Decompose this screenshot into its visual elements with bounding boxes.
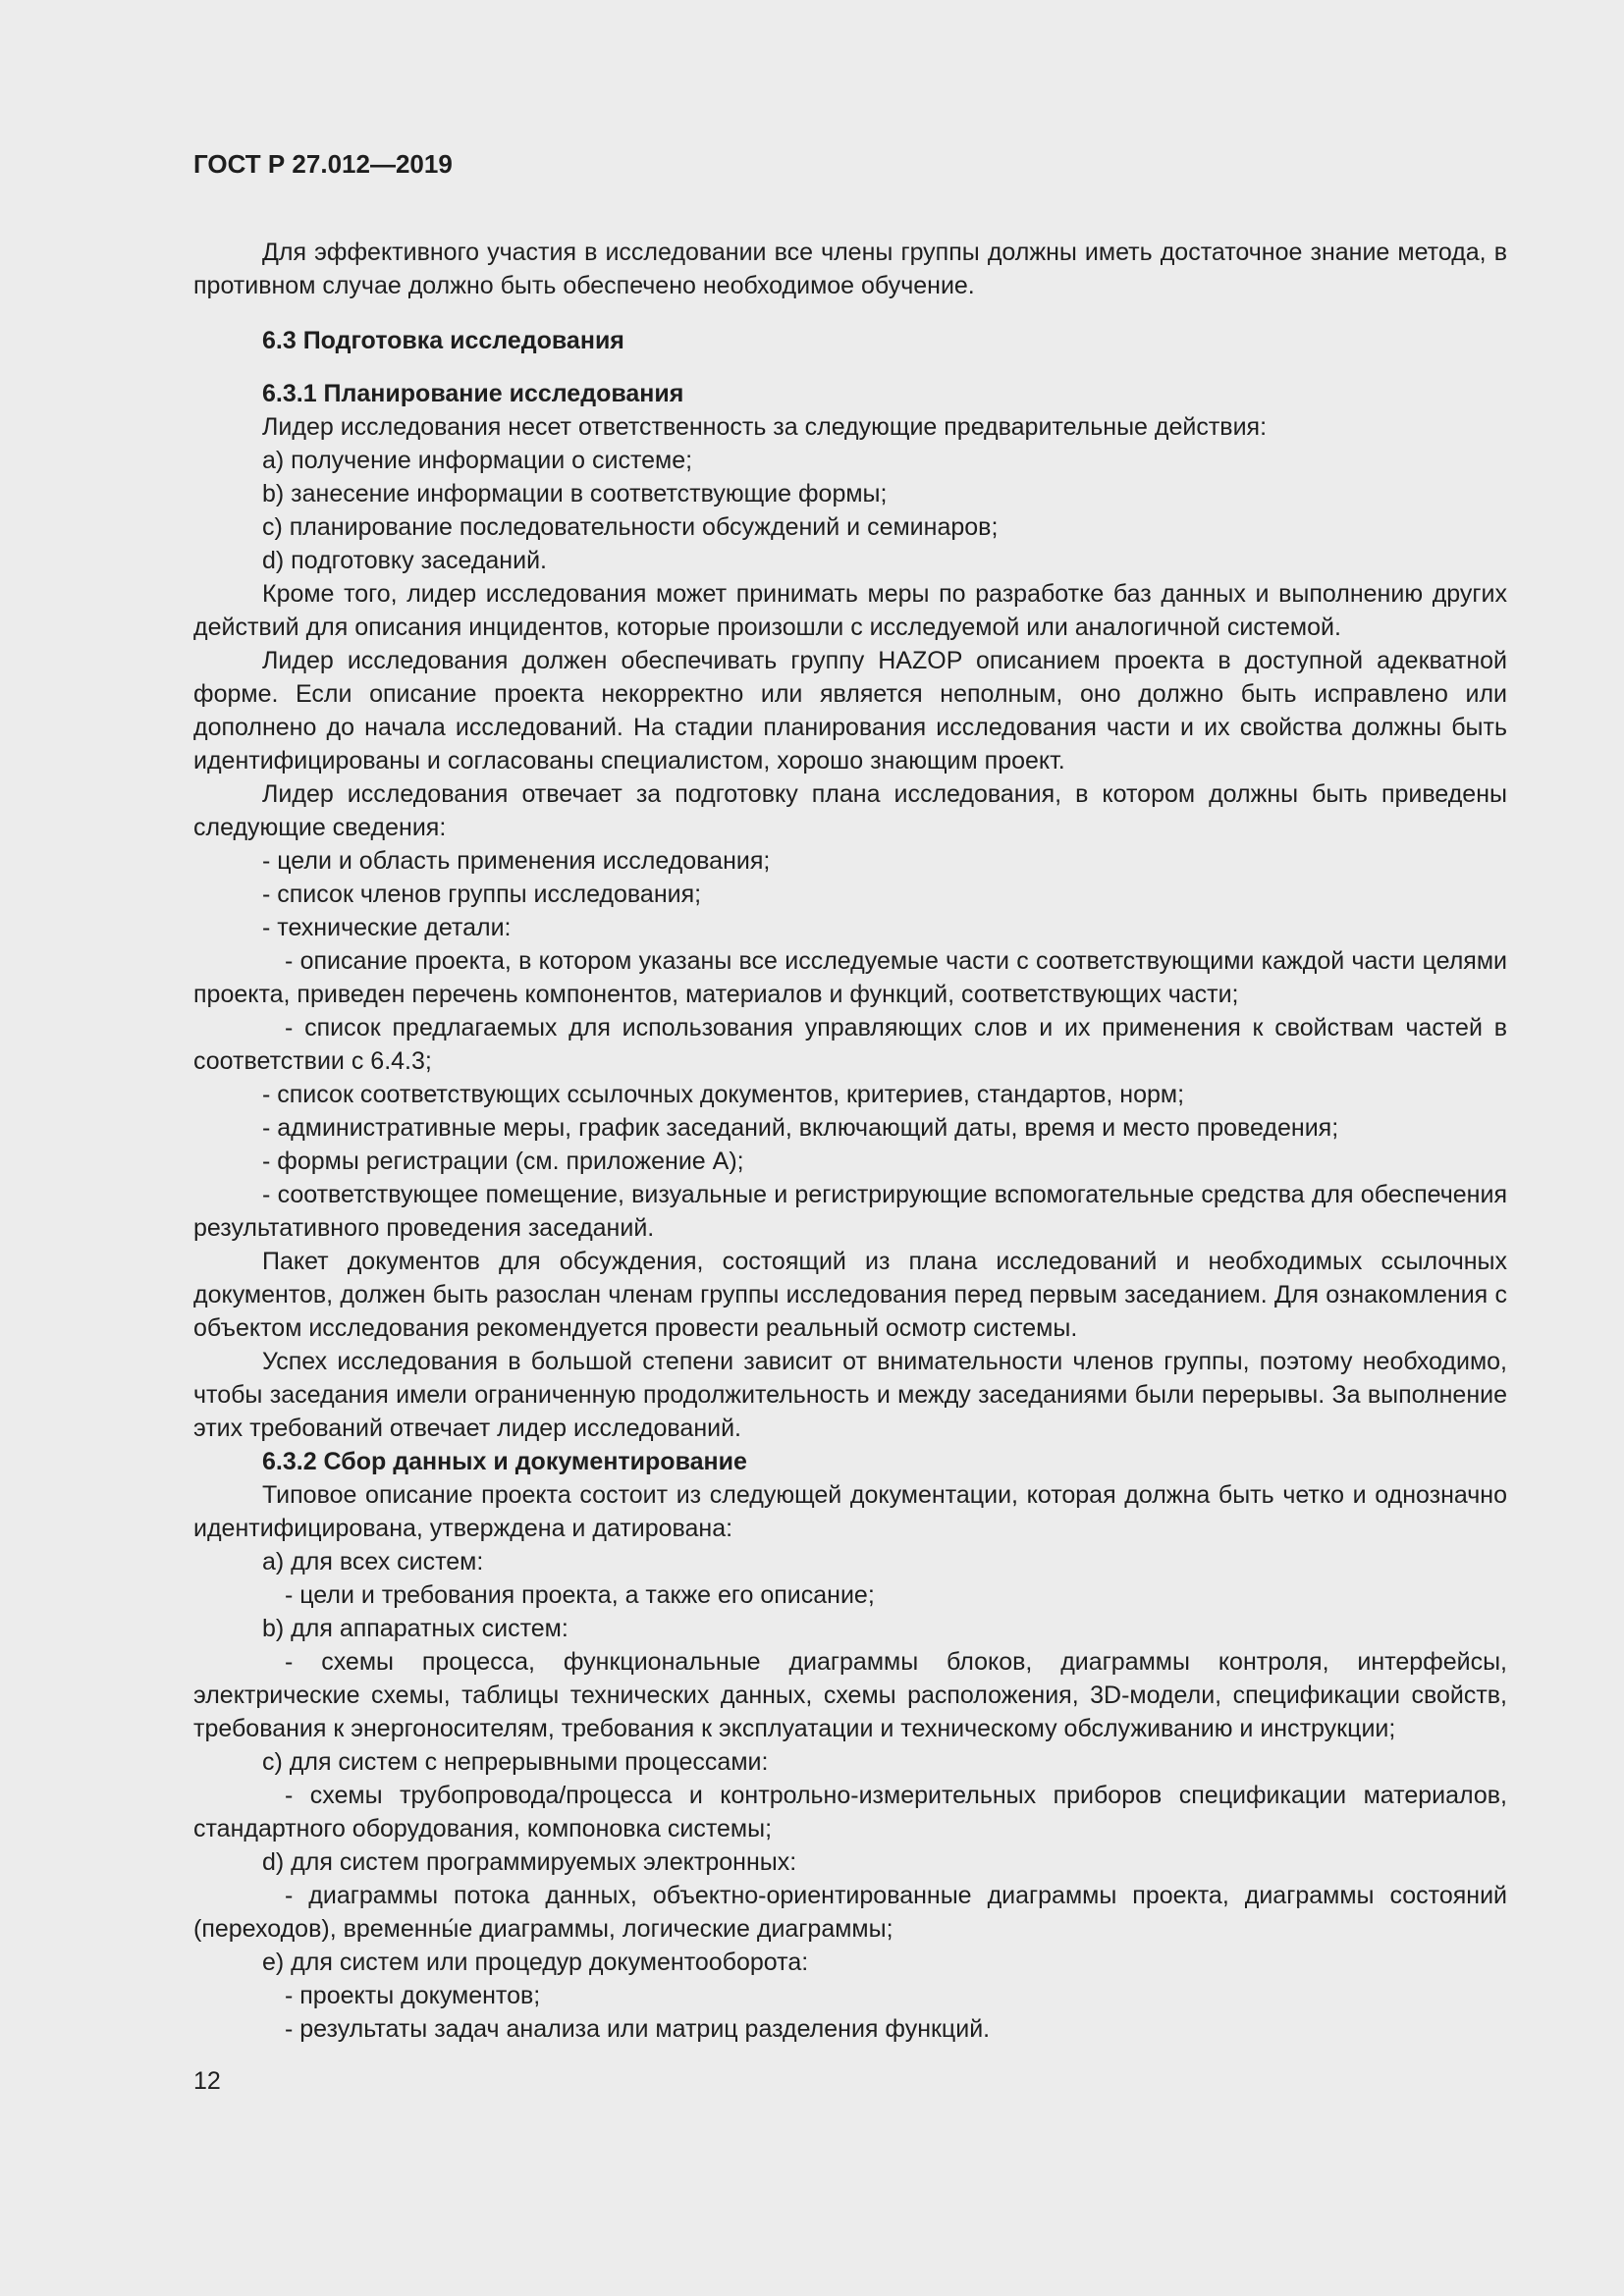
plan-item-refs: - список соответствующих ссылочных документов, критериев, стандартов, норм; bbox=[262, 1081, 1185, 1108]
plan-item-tech: - технические детали: bbox=[262, 914, 512, 941]
section-6-3-1-lead: Лидер исследования несет ответственность за следующие предварительные действия: bbox=[262, 413, 1268, 441]
doc-item-e1: - проекты документов; bbox=[285, 1982, 541, 2009]
page-number: 12 bbox=[193, 2067, 221, 2095]
doc-item-e: e) для систем или процедур документооборота: bbox=[262, 1949, 809, 1976]
doc-item-d1: - диаграммы потока данных, объектно-ориентированные диаграммы проекта, диаграммы состояний (переходов), временны́е диаграммы, логические диаграммы; bbox=[193, 1882, 1507, 1943]
doc-item-d: d) для систем программируемых электронных: bbox=[262, 1848, 797, 1876]
list-item-b: b) занесение информации в соответствующие формы; bbox=[262, 480, 888, 507]
plan-item-room: - соответствующее помещение, визуальные и регистрирующие вспомогательные средства для обеспечения результативного проведения заседаний. bbox=[193, 1181, 1507, 1242]
plan-item-admin: - административные меры, график заседаний, включающий даты, время и место проведения; bbox=[262, 1114, 1339, 1142]
list-item-c: c) планирование последовательности обсуждений и семинаров; bbox=[262, 513, 999, 541]
doc-item-c: c) для систем с непрерывными процессами: bbox=[262, 1748, 769, 1776]
document-header: ГОСТ Р 27.012—2019 bbox=[193, 149, 453, 179]
document-page bbox=[193, 147, 1507, 2046]
doc-item-b1: - схемы процесса, функциональные диаграммы блоков, диаграммы контроля, интерфейсы, электрические схемы, таблицы технических данных, схемы расположения, 3D-модели, спецификации свойств, требования к энергоносителям, требования к эксплуатации и техническому обслуживанию и инструкции; bbox=[193, 1648, 1507, 1742]
paragraph-package: Пакет документов для обсуждения, состоящий из плана исследований и необходимых ссылочных документов, должен быть разослан членам группы исследования перед первым заседанием. Для ознакомления с объектом исследования рекомендуется провести реальный осмотр системы. bbox=[193, 1248, 1507, 1342]
paragraph-hazop: Лидер исследования должен обеспечивать группу HAZOP описанием проекта в доступной адекватной форме. Если описание проекта некорректно или является неполным, оно должно быть исправлено или дополнено до начала исследований. На стадии планирования исследования части и их свойства должны быть идентифицированы и согласованы специалистом, хорошо знающим проект. bbox=[193, 647, 1507, 774]
paragraph-besides: Кроме того, лидер исследования может принимать меры по разработке баз данных и выполнению других действий для описания инцидентов, которые произошли с исследуемой или аналогичной системой. bbox=[193, 580, 1507, 641]
plan-item-goals: - цели и область применения исследования; bbox=[262, 847, 771, 875]
intro-paragraph: Для эффективного участия в исследовании все члены группы должны иметь достаточное знание метода, в противном случае должно быть обеспечено необходимое обучение. bbox=[193, 239, 1507, 299]
doc-item-c1: - схемы трубопровода/процесса и контрольно-измерительных приборов спецификации материалов, стандартного оборудования, компоновка системы; bbox=[193, 1782, 1507, 1842]
list-item-a: a) получение информации о системе; bbox=[262, 447, 693, 474]
doc-item-a: a) для всех систем: bbox=[262, 1548, 484, 1575]
section-6-3-2-heading: 6.3.2 Сбор данных и документирование bbox=[262, 1448, 747, 1475]
plan-item-tech-sub2: - список предлагаемых для использования управляющих слов и их применения к свойствам частей в соответствии с 6.4.3; bbox=[193, 1014, 1507, 1075]
doc-item-b: b) для аппаратных систем: bbox=[262, 1615, 568, 1642]
plan-item-forms: - формы регистрации (см. приложение А); bbox=[262, 1148, 744, 1175]
doc-item-e2: - результаты задач анализа или матриц разделения функций. bbox=[285, 2015, 991, 2043]
list-item-d: d) подготовку заседаний. bbox=[262, 547, 547, 574]
doc-item-a1: - цели и требования проекта, а также его описание; bbox=[285, 1581, 875, 1609]
section-6-3-1-heading: 6.3.1 Планирование исследования bbox=[262, 380, 684, 407]
plan-item-tech-sub1: - описание проекта, в котором указаны все исследуемые части с соответствующими каждой части целями проекта, приведен перечень компонентов, материалов и функций, соответствующих части; bbox=[193, 947, 1507, 1008]
section-6-3-heading: 6.3 Подготовка исследования bbox=[262, 327, 624, 354]
paragraph-success: Успех исследования в большой степени зависит от внимательности членов группы, поэтому необходимо, чтобы заседания имели ограниченную продолжительность и между заседаниями были перерывы. За выполнение этих требований отвечает лидер исследований. bbox=[193, 1348, 1507, 1442]
paragraph-plan: Лидер исследования отвечает за подготовку плана исследования, в котором должны быть приведены следующие сведения: bbox=[193, 780, 1507, 841]
section-6-3-2-lead: Типовое описание проекта состоит из следующей документации, которая должна быть четко и однозначно идентифицирована, утверждена и датирована: bbox=[193, 1481, 1507, 1542]
plan-item-members: - список членов группы исследования; bbox=[262, 881, 702, 908]
